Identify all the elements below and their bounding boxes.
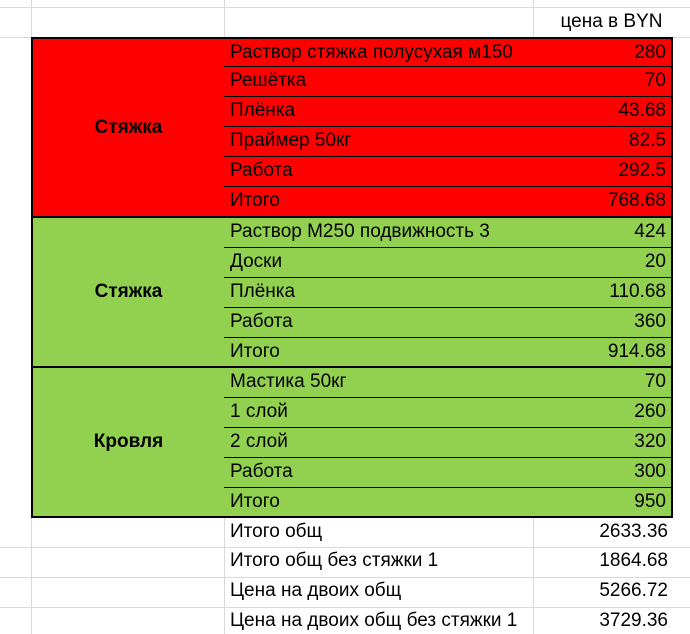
price-cell[interactable]: 260 [533, 398, 673, 428]
total-value-cell[interactable]: 5266.72 [599, 580, 668, 601]
price-cell[interactable]: 360 [533, 308, 673, 338]
item-cell[interactable]: 2 слой [224, 428, 534, 458]
item-cell[interactable]: Решётка [224, 67, 534, 97]
price-cell[interactable]: 320 [533, 428, 673, 458]
section-label-stjazhka-1[interactable]: Стяжка [31, 37, 225, 218]
price-cell[interactable]: 43.68 [533, 97, 673, 127]
total-value-cell[interactable]: 1864.68 [599, 550, 668, 571]
total-label-cell[interactable]: Цена на двоих общ без стяжки 1 [230, 610, 518, 631]
price-cell[interactable]: 70 [533, 67, 673, 97]
section-label-krovlya[interactable]: Кровля [31, 368, 225, 518]
price-cell[interactable]: 292.5 [533, 157, 673, 187]
section-label-stjazhka-2[interactable]: Стяжка [31, 218, 225, 368]
item-cell[interactable]: Работа [224, 308, 534, 338]
price-cell[interactable]: 950 [533, 488, 673, 518]
price-cell[interactable]: 82.5 [533, 127, 673, 157]
price-cell[interactable]: 110.68 [533, 278, 673, 308]
total-label-cell[interactable]: Итого общ [230, 521, 323, 542]
total-label-cell[interactable]: Цена на двоих общ [230, 580, 402, 601]
item-cell[interactable]: Итого [224, 187, 534, 218]
item-cell[interactable]: Плёнка [224, 278, 534, 308]
price-cell[interactable]: 20 [533, 248, 673, 278]
price-cell[interactable]: 300 [533, 458, 673, 488]
item-cell[interactable]: Мастика 50кг [224, 368, 534, 398]
price-cell[interactable]: 768.68 [533, 187, 673, 218]
item-cell[interactable]: Доски [224, 248, 534, 278]
item-cell[interactable]: Праймер 50кг [224, 127, 534, 157]
price-cell[interactable]: 70 [533, 368, 673, 398]
item-cell[interactable]: Итого [224, 488, 534, 518]
item-cell[interactable]: Работа [224, 458, 534, 488]
price-cell[interactable]: 914.68 [533, 338, 673, 368]
price-cell[interactable]: 280 [533, 37, 673, 67]
total-value-cell[interactable]: 3729.36 [599, 610, 668, 631]
item-cell[interactable]: Раствор стяжка полусухая м150 [224, 37, 534, 67]
total-value-cell[interactable]: 2633.36 [599, 521, 668, 542]
item-cell[interactable]: 1 слой [224, 398, 534, 428]
item-cell[interactable]: Работа [224, 157, 534, 187]
item-cell[interactable]: Плёнка [224, 97, 534, 127]
total-label-cell[interactable]: Итого общ без стяжки 1 [230, 550, 439, 571]
item-cell[interactable]: Итого [224, 338, 534, 368]
price-column-header[interactable]: цена в BYN [560, 11, 663, 32]
price-cell[interactable]: 424 [533, 218, 673, 248]
item-cell[interactable]: Раствор М250 подвижность 3 [224, 218, 534, 248]
